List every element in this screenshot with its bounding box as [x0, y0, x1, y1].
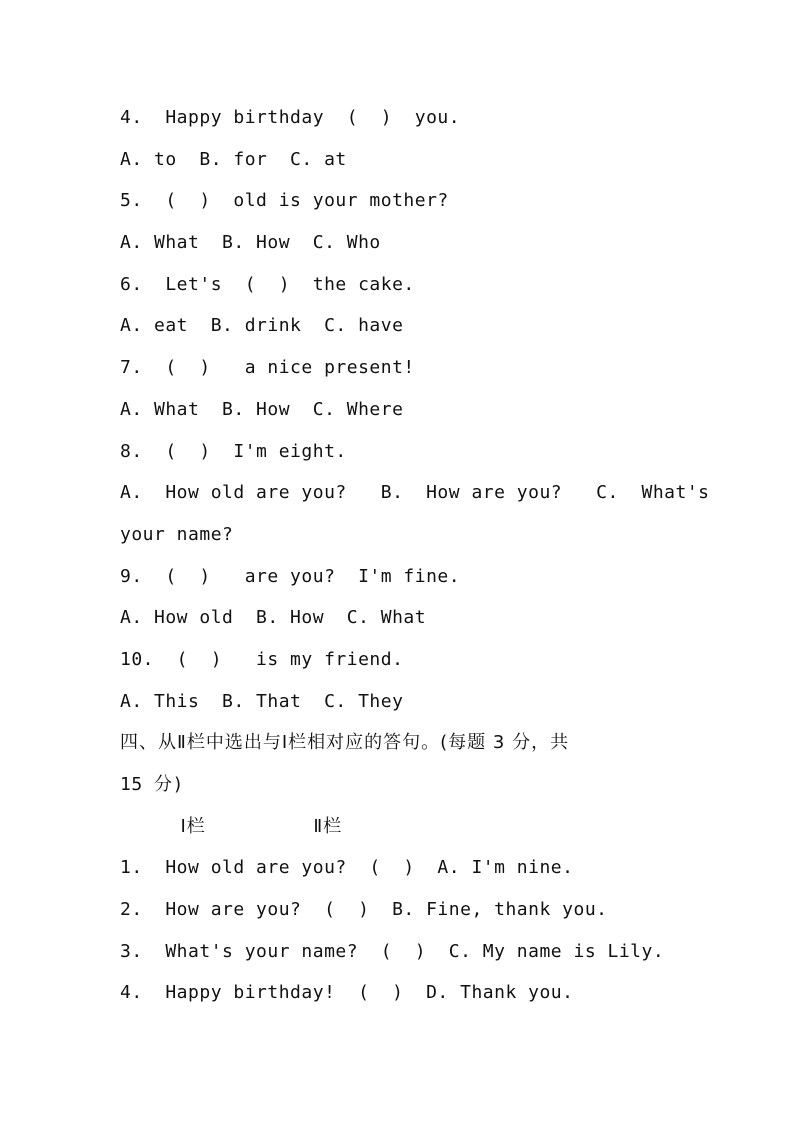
match-item-3: 3. What's your name? ( ) C. My name is Lily. — [120, 940, 665, 962]
match-item-4: 4. Happy birthday! ( ) D. Thank you. — [120, 982, 574, 1004]
question-9-options: A. How old B. How C. What — [120, 607, 427, 629]
question-5: 5. ( ) old is your mother? — [120, 190, 449, 212]
question-8: 8. ( ) I'm eight. — [120, 440, 347, 462]
question-10-options: A. This B. That C. They — [120, 690, 404, 712]
question-5-options: A. What B. How C. Who — [120, 232, 381, 254]
question-4-options: A. to B. for C. at — [120, 148, 347, 170]
column-headers: Ⅰ栏 Ⅱ栏 — [120, 815, 343, 837]
question-6-options: A. eat B. drink C. have — [120, 315, 404, 337]
section-4-heading-cont: 15 分) — [120, 774, 184, 795]
question-9: 9. ( ) are you? I'm fine. — [120, 565, 461, 587]
worksheet-page — [120, 97, 720, 1014]
question-4: 4. Happy birthday ( ) you. — [120, 107, 461, 128]
section-4-heading: 四、从Ⅱ栏中选出与Ⅰ栏相对应的答句。(每题 3 分，共 — [120, 732, 570, 754]
question-8-options-cont: your name? — [120, 523, 234, 545]
match-item-2: 2. How are you? ( ) B. Fine, thank you. — [120, 899, 608, 921]
question-6: 6. Let's ( ) the cake. — [120, 273, 415, 295]
question-7-options: A. What B. How C. Where — [120, 398, 404, 420]
question-7: 7. ( ) a nice present! — [120, 357, 415, 379]
question-10: 10. ( ) is my friend. — [120, 648, 404, 670]
question-8-options: A. How old are you? B. How are you? C. What's — [120, 482, 710, 504]
match-item-1: 1. How old are you? ( ) A. I'm nine. — [120, 857, 574, 879]
